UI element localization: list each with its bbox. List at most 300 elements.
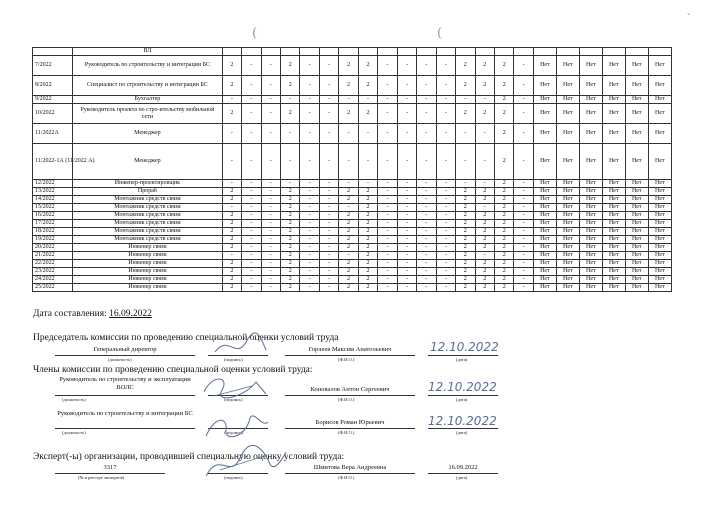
- result-cell: Нет: [625, 196, 648, 204]
- factor-cell: 2: [475, 260, 494, 268]
- factor-cell: 2: [494, 212, 513, 220]
- factor-cell: [378, 48, 397, 56]
- factor-cell: 2: [339, 268, 358, 276]
- factor-cell: 2: [358, 56, 377, 76]
- result-cell: Нет: [625, 180, 648, 188]
- factor-cell: -: [417, 204, 436, 212]
- factor-cell: -: [514, 260, 533, 268]
- factor-cell: -: [242, 96, 261, 104]
- factor-cell: 2: [358, 196, 377, 204]
- factor-cell: -: [300, 144, 319, 180]
- row-code: 8/2022: [33, 76, 73, 96]
- factor-cell: 2: [494, 260, 513, 268]
- result-cell: Нет: [556, 268, 579, 276]
- result-cell: Нет: [579, 276, 602, 284]
- factor-cell: -: [436, 180, 455, 188]
- result-cell: Нет: [602, 104, 625, 124]
- factor-cell: 2: [339, 284, 358, 292]
- result-cell: Нет: [648, 180, 671, 188]
- factor-cell: -: [261, 284, 280, 292]
- factor-cell: -: [242, 212, 261, 220]
- result-cell: Нет: [602, 96, 625, 104]
- result-cell: Нет: [579, 180, 602, 188]
- cap-position-3: (должность): [62, 430, 86, 435]
- result-cell: Нет: [533, 196, 556, 204]
- result-cell: Нет: [556, 188, 579, 196]
- factor-cell: 2: [281, 204, 300, 212]
- factor-cell: -: [397, 196, 416, 204]
- factor-cell: -: [397, 260, 416, 268]
- factor-cell: 2: [358, 212, 377, 220]
- factor-cell: [261, 48, 280, 56]
- factor-cell: -: [436, 276, 455, 284]
- result-cell: Нет: [625, 124, 648, 144]
- factor-cell: 2: [222, 104, 241, 124]
- factor-cell: 2: [281, 244, 300, 252]
- table-row: [33, 144, 672, 180]
- factor-cell: 2: [358, 260, 377, 268]
- factor-cell: 2: [475, 56, 494, 76]
- factor-cell: -: [397, 284, 416, 292]
- cap-signature-4: (подпись): [224, 475, 243, 480]
- factor-cell: -: [300, 260, 319, 268]
- factor-cell: -: [242, 220, 261, 228]
- factor-cell: 2: [475, 284, 494, 292]
- result-cell: Нет: [579, 76, 602, 96]
- factor-cell: -: [417, 220, 436, 228]
- factor-cell: -: [417, 276, 436, 284]
- factor-cell: 2: [281, 196, 300, 204]
- factor-cell: 2: [222, 284, 241, 292]
- result-cell: Нет: [648, 212, 671, 220]
- factor-cell: -: [222, 144, 241, 180]
- factor-cell: -: [475, 180, 494, 188]
- factor-cell: 2: [281, 104, 300, 124]
- factor-cell: -: [300, 268, 319, 276]
- row-code: 17/2022: [33, 220, 73, 228]
- cap-fio-2: (Ф.И.О.): [338, 397, 355, 402]
- factor-cell: -: [300, 204, 319, 212]
- row-code: 11/2022А: [33, 124, 73, 144]
- result-cell: Нет: [556, 212, 579, 220]
- member1-signature: [200, 372, 270, 402]
- factor-cell: -: [417, 196, 436, 204]
- row-position: Монтажник средств связи: [73, 236, 222, 244]
- row-position: Руководитель по строительству и интеграции БС: [73, 56, 222, 76]
- factor-cell: -: [300, 212, 319, 220]
- result-cell: Нет: [625, 252, 648, 260]
- factor-cell: 2: [339, 236, 358, 244]
- factor-cell: -: [222, 96, 241, 104]
- factor-cell: -: [475, 124, 494, 144]
- factor-cell: 2: [494, 180, 513, 188]
- factor-cell: -: [514, 220, 533, 228]
- factor-cell: [514, 48, 533, 56]
- result-cell: Нет: [648, 196, 671, 204]
- factor-cell: 2: [475, 236, 494, 244]
- row-position: ВЛ: [73, 48, 222, 56]
- factor-cell: -: [319, 104, 338, 124]
- factor-cell: -: [358, 96, 377, 104]
- result-cell: Нет: [579, 236, 602, 244]
- member1-position: Руководитель по строительству и эксплуатации ВОЛС: [59, 376, 191, 391]
- result-cell: Нет: [602, 268, 625, 276]
- result-cell: Нет: [625, 212, 648, 220]
- factor-cell: 2: [456, 268, 475, 276]
- factor-cell: 2: [358, 284, 377, 292]
- factor-cell: -: [319, 188, 338, 196]
- factor-cell: -: [319, 284, 338, 292]
- factor-cell: -: [397, 96, 416, 104]
- factor-cell: 2: [358, 252, 377, 260]
- factor-cell: -: [222, 252, 241, 260]
- factor-cell: -: [514, 104, 533, 124]
- factor-cell: 2: [339, 260, 358, 268]
- factor-cell: -: [300, 180, 319, 188]
- factor-cell: -: [378, 76, 397, 96]
- factor-cell: -: [339, 252, 358, 260]
- row-code: 9/2022: [33, 96, 73, 104]
- table-row: [33, 180, 672, 188]
- factor-cell: 2: [456, 204, 475, 212]
- factor-cell: 2: [475, 104, 494, 124]
- factor-cell: -: [339, 180, 358, 188]
- chair-position: Генеральный директор: [93, 346, 157, 353]
- result-cell: Нет: [648, 204, 671, 212]
- factor-cell: -: [417, 188, 436, 196]
- row-code: 18/2022: [33, 228, 73, 236]
- row-code: 20/2022: [33, 244, 73, 252]
- result-cell: Нет: [648, 56, 671, 76]
- factor-cell: -: [378, 204, 397, 212]
- factor-cell: [358, 48, 377, 56]
- result-cell: Нет: [556, 76, 579, 96]
- factor-cell: -: [281, 96, 300, 104]
- result-cell: Нет: [602, 76, 625, 96]
- factor-cell: -: [417, 236, 436, 244]
- result-cell: Нет: [579, 244, 602, 252]
- factor-cell: -: [456, 96, 475, 104]
- factor-cell: 2: [475, 276, 494, 284]
- result-cell: Нет: [556, 260, 579, 268]
- factor-cell: -: [261, 276, 280, 284]
- factor-cell: -: [436, 96, 455, 104]
- factor-cell: -: [514, 124, 533, 144]
- result-cell: Нет: [533, 244, 556, 252]
- result-cell: Нет: [533, 56, 556, 76]
- table-row: [33, 96, 672, 104]
- factor-cell: 2: [339, 188, 358, 196]
- factor-cell: -: [514, 252, 533, 260]
- factor-cell: 2: [494, 220, 513, 228]
- result-cell: Нет: [579, 196, 602, 204]
- factor-cell: -: [378, 180, 397, 188]
- factor-cell: [436, 48, 455, 56]
- factor-cell: -: [475, 96, 494, 104]
- factor-cell: -: [319, 56, 338, 76]
- factor-cell: -: [319, 276, 338, 284]
- factor-cell: -: [378, 188, 397, 196]
- table-row: [33, 228, 672, 236]
- factor-cell: -: [242, 260, 261, 268]
- factor-cell: -: [242, 196, 261, 204]
- factor-cell: -: [436, 244, 455, 252]
- result-cell: Нет: [579, 252, 602, 260]
- factor-cell: -: [436, 124, 455, 144]
- factor-cell: 2: [456, 252, 475, 260]
- row-code: 13/2022: [33, 188, 73, 196]
- table-row: [33, 212, 672, 220]
- factor-cell: -: [300, 220, 319, 228]
- factor-cell: 2: [281, 56, 300, 76]
- result-cell: Нет: [625, 276, 648, 284]
- table-row: [33, 220, 672, 228]
- factor-cell: 2: [494, 284, 513, 292]
- row-position: Бухгалтер: [73, 96, 222, 104]
- factor-cell: -: [358, 180, 377, 188]
- factor-cell: 2: [456, 228, 475, 236]
- row-position: Менеджер: [73, 124, 222, 144]
- factor-cell: -: [261, 204, 280, 212]
- cap-fio-3: (Ф.И.О.): [338, 430, 355, 435]
- result-cell: Нет: [602, 124, 625, 144]
- factor-cell: 2: [358, 244, 377, 252]
- result-cell: Нет: [533, 188, 556, 196]
- row-code: 14/2022: [33, 196, 73, 204]
- factor-cell: 2: [456, 212, 475, 220]
- result-cell: Нет: [556, 104, 579, 124]
- result-cell: Нет: [533, 268, 556, 276]
- factor-cell: -: [319, 76, 338, 96]
- result-cell: Нет: [648, 284, 671, 292]
- factor-cell: -: [300, 76, 319, 96]
- result-cell: Нет: [579, 228, 602, 236]
- factor-cell: -: [319, 268, 338, 276]
- factor-cell: -: [319, 220, 338, 228]
- table-row: [33, 204, 672, 212]
- factor-cell: -: [514, 76, 533, 96]
- factor-cell: -: [261, 56, 280, 76]
- expert-date: 16.09.2022: [448, 464, 478, 471]
- row-position: Инженер связи: [73, 252, 222, 260]
- result-cell: Нет: [602, 236, 625, 244]
- result-cell: Нет: [556, 144, 579, 180]
- factor-cell: 2: [222, 260, 241, 268]
- factor-cell: 2: [222, 236, 241, 244]
- cap-position-2: (должность): [62, 397, 86, 402]
- factor-cell: -: [514, 284, 533, 292]
- factor-cell: -: [436, 104, 455, 124]
- result-cell: Нет: [556, 284, 579, 292]
- factor-cell: -: [417, 260, 436, 268]
- factor-cell: -: [300, 124, 319, 144]
- result-cell: Нет: [533, 276, 556, 284]
- factor-cell: -: [436, 76, 455, 96]
- factor-cell: 2: [456, 276, 475, 284]
- factor-cell: [319, 48, 338, 56]
- factor-cell: -: [300, 284, 319, 292]
- result-cell: Нет: [556, 228, 579, 236]
- result-cell: Нет: [533, 204, 556, 212]
- factor-cell: -: [397, 244, 416, 252]
- factor-cell: 2: [456, 76, 475, 96]
- row-position: Руководитель проекта по стро-ительству мобильной сети: [73, 104, 222, 124]
- factor-cell: -: [514, 204, 533, 212]
- factor-cell: -: [300, 228, 319, 236]
- factor-cell: -: [378, 260, 397, 268]
- result-cell: Нет: [602, 276, 625, 284]
- factor-cell: 2: [456, 104, 475, 124]
- result-cell: Нет: [625, 268, 648, 276]
- result-cell: Нет: [625, 56, 648, 76]
- members-title: Члены комиссии по проведению специальной оценки условий труда:: [33, 365, 313, 375]
- factor-cell: -: [436, 252, 455, 260]
- factor-cell: 2: [456, 56, 475, 76]
- factor-cell: 2: [281, 276, 300, 284]
- expert-number: 3317: [103, 464, 117, 471]
- factor-cell: -: [514, 96, 533, 104]
- result-cell: Нет: [602, 244, 625, 252]
- factor-cell: 2: [456, 284, 475, 292]
- result-cell: Нет: [648, 96, 671, 104]
- cap-signature-1: (подпись): [224, 357, 243, 362]
- factor-cell: [533, 48, 556, 56]
- factor-cell: -: [378, 124, 397, 144]
- result-cell: Нет: [648, 188, 671, 196]
- factor-cell: 2: [475, 244, 494, 252]
- result-cell: Нет: [533, 260, 556, 268]
- factor-cell: -: [378, 212, 397, 220]
- factor-cell: 2: [358, 76, 377, 96]
- factor-cell: 2: [494, 228, 513, 236]
- factor-cell: -: [358, 124, 377, 144]
- factor-cell: -: [456, 180, 475, 188]
- factor-cell: [222, 48, 241, 56]
- factor-cell: -: [261, 196, 280, 204]
- factor-cell: 2: [222, 188, 241, 196]
- cap-signature-2: (подпись): [224, 397, 243, 402]
- factor-cell: -: [378, 268, 397, 276]
- result-cell: Нет: [602, 220, 625, 228]
- factor-cell: -: [456, 144, 475, 180]
- factor-cell: 2: [494, 244, 513, 252]
- result-cell: Нет: [533, 124, 556, 144]
- member2-position: Руководитель по строительству и интеграции БС: [57, 410, 193, 417]
- factor-cell: 2: [222, 244, 241, 252]
- result-cell: Нет: [556, 124, 579, 144]
- result-cell: Нет: [556, 204, 579, 212]
- row-position: Монтажник средств связи: [73, 212, 222, 220]
- factor-cell: 2: [358, 104, 377, 124]
- result-cell: Нет: [579, 144, 602, 180]
- factor-cell: -: [222, 204, 241, 212]
- factor-cell: [417, 48, 436, 56]
- factor-cell: -: [436, 260, 455, 268]
- factor-cell: 2: [358, 188, 377, 196]
- factor-cell: -: [319, 236, 338, 244]
- table-row: [33, 104, 672, 124]
- factor-cell: 2: [358, 236, 377, 244]
- row-position: Инженер связи: [73, 276, 222, 284]
- table-row: [33, 260, 672, 268]
- chair-title: Председатель комиссии по проведению специальной оценки условий труда: [33, 333, 339, 343]
- result-cell: Нет: [579, 268, 602, 276]
- row-code: 24/2022: [33, 276, 73, 284]
- result-cell: Нет: [556, 56, 579, 76]
- assessment-table: [32, 47, 672, 292]
- cap-signature-3: (подпись): [224, 430, 243, 435]
- factor-cell: -: [319, 124, 338, 144]
- factor-cell: 2: [281, 228, 300, 236]
- factor-cell: 2: [358, 268, 377, 276]
- result-cell: Нет: [602, 196, 625, 204]
- factor-cell: -: [417, 56, 436, 76]
- factor-cell: -: [319, 144, 338, 180]
- expert-title: Эксперт(-ы) организации, проводившей специальную оценку условий труда:: [33, 452, 345, 462]
- factor-cell: 2: [281, 236, 300, 244]
- factor-cell: -: [261, 212, 280, 220]
- paren-mark-left: (: [252, 26, 258, 41]
- table-row: [33, 56, 672, 76]
- factor-cell: -: [242, 244, 261, 252]
- factor-cell: -: [242, 104, 261, 124]
- result-cell: Нет: [556, 236, 579, 244]
- factor-cell: -: [261, 228, 280, 236]
- result-cell: Нет: [579, 188, 602, 196]
- result-cell: Нет: [579, 96, 602, 104]
- result-cell: Нет: [579, 220, 602, 228]
- row-code: 7/2022: [33, 56, 73, 76]
- factor-cell: -: [261, 144, 280, 180]
- factor-cell: -: [222, 124, 241, 144]
- factor-cell: -: [261, 244, 280, 252]
- factor-cell: 2: [339, 244, 358, 252]
- result-cell: Нет: [625, 188, 648, 196]
- row-code: 15/2022: [33, 204, 73, 212]
- table-row: [33, 124, 672, 144]
- factor-cell: -: [261, 180, 280, 188]
- factor-cell: [397, 48, 416, 56]
- factor-cell: 2: [494, 204, 513, 212]
- factor-cell: -: [514, 144, 533, 180]
- factor-cell: -: [397, 56, 416, 76]
- row-position: Специалист по строительству и интеграции БС: [73, 76, 222, 96]
- result-cell: Нет: [602, 228, 625, 236]
- table-row: [33, 268, 672, 276]
- result-cell: Нет: [533, 220, 556, 228]
- result-cell: Нет: [556, 96, 579, 104]
- result-cell: Нет: [648, 124, 671, 144]
- result-cell: Нет: [648, 236, 671, 244]
- factor-cell: -: [242, 236, 261, 244]
- factor-cell: 2: [494, 144, 513, 180]
- chair-signature: [210, 330, 270, 360]
- table-row: [33, 48, 672, 56]
- factor-cell: -: [339, 204, 358, 212]
- factor-cell: 2: [475, 268, 494, 276]
- row-code: [33, 48, 73, 56]
- row-position: Монтажник средств связи: [73, 196, 222, 204]
- result-cell: Нет: [556, 244, 579, 252]
- result-cell: Нет: [602, 252, 625, 260]
- factor-cell: 2: [339, 220, 358, 228]
- factor-cell: -: [417, 104, 436, 124]
- result-cell: Нет: [579, 284, 602, 292]
- result-cell: Нет: [602, 204, 625, 212]
- factor-cell: -: [514, 188, 533, 196]
- result-cell: Нет: [648, 268, 671, 276]
- cap-position-1: (должность): [108, 357, 132, 362]
